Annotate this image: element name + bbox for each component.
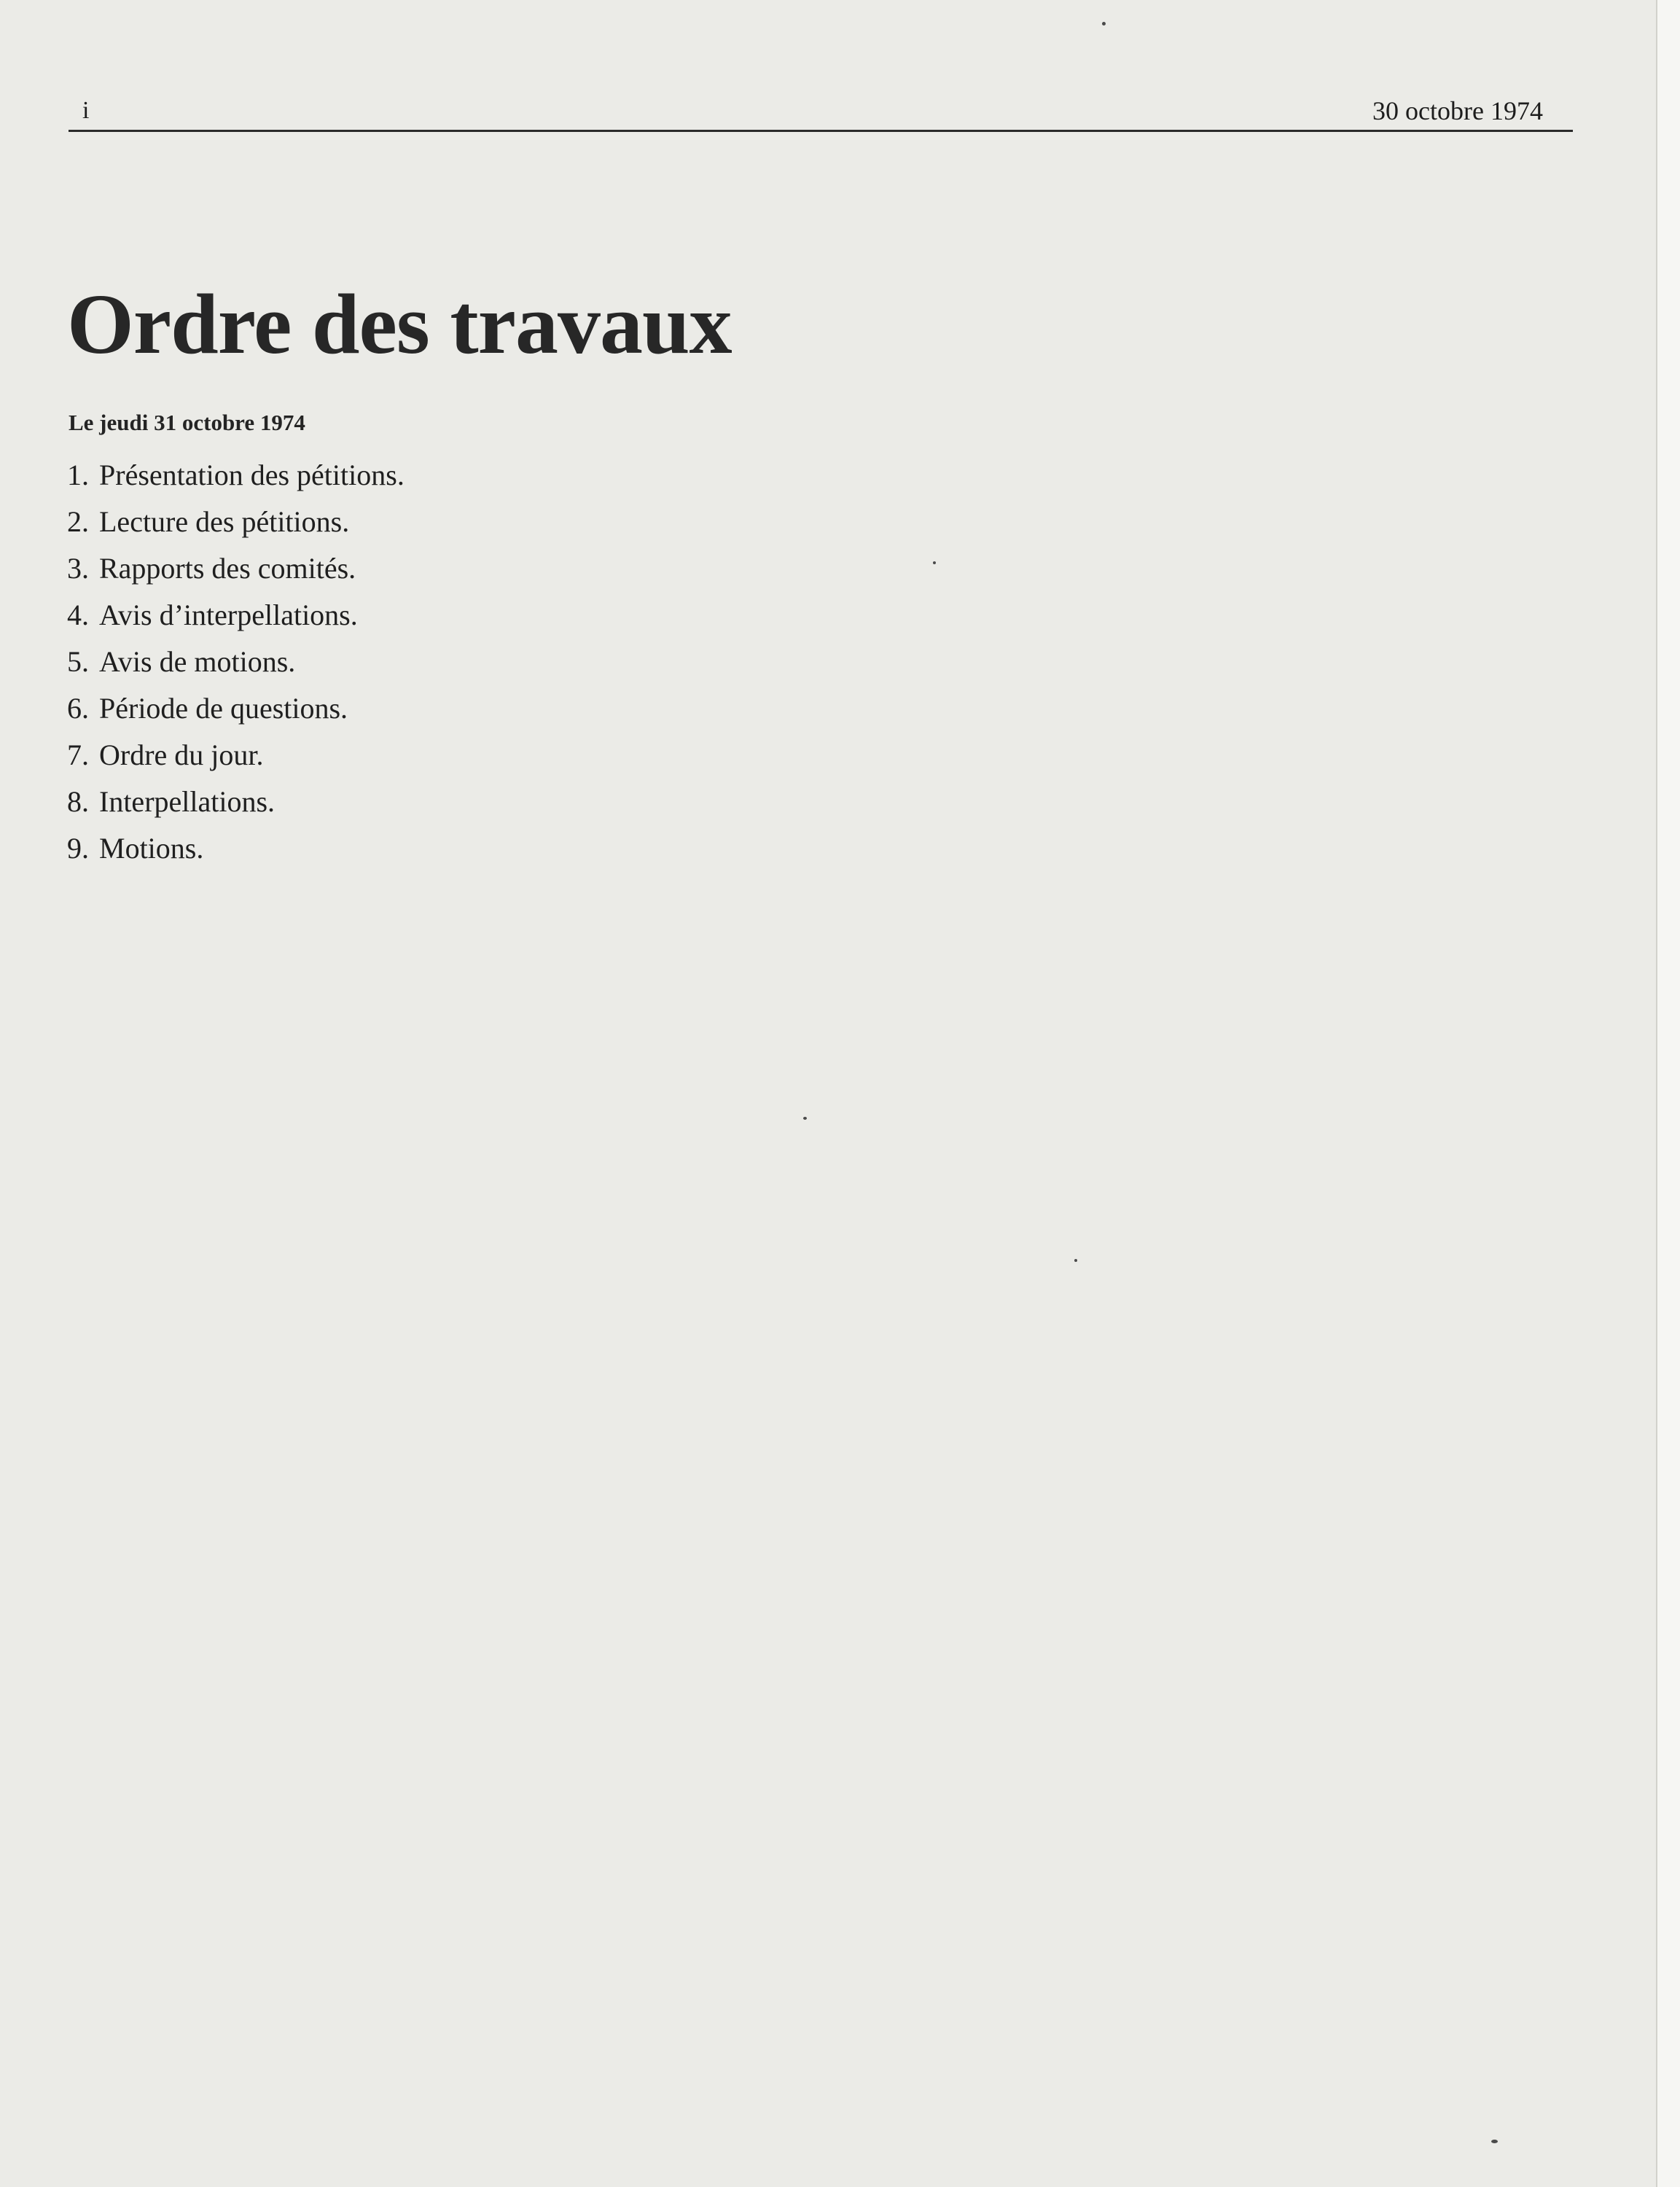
agenda-item [67, 639, 405, 685]
page-title: Ordre des travaux [67, 276, 732, 372]
agenda-item-label: Lecture des pétitions. [99, 505, 350, 538]
agenda-item [67, 592, 405, 639]
agenda-item [67, 825, 405, 872]
scan-speck [933, 561, 936, 564]
agenda-item [67, 499, 405, 545]
agenda-item-label: Avis d’interpellations. [99, 599, 358, 631]
agenda-list [67, 452, 405, 872]
scan-speck [1074, 1259, 1077, 1262]
scan-speck [1491, 2140, 1498, 2143]
agenda-item-label: Ordre du jour. [99, 738, 264, 771]
agenda-item-number: 8. [67, 785, 89, 818]
page-number: i [82, 97, 90, 124]
agenda-item [67, 685, 405, 732]
scan-speck [1102, 22, 1106, 26]
scan-speck [803, 1117, 807, 1120]
sitting-date: Le jeudi 31 octobre 1974 [69, 410, 305, 435]
agenda-item [67, 779, 405, 825]
agenda-item-number: 4. [67, 599, 89, 631]
header-rule [69, 130, 1573, 132]
agenda-item-number: 5. [67, 645, 89, 678]
header-date: 30 octobre 1974 [1372, 96, 1543, 125]
agenda-item-label: Présentation des pétitions. [99, 459, 405, 491]
agenda-item-label: Motions. [99, 832, 204, 865]
agenda-item-number: 7. [67, 738, 89, 771]
agenda-item-number: 9. [67, 832, 89, 865]
agenda-item-number: 2. [67, 505, 89, 538]
agenda-item-label: Rapports des comités. [99, 552, 356, 585]
agenda-item-label: Période de questions. [99, 692, 348, 725]
agenda-item [67, 545, 405, 592]
page-edge [1656, 0, 1680, 2187]
agenda-item [67, 452, 405, 499]
agenda-item-number: 6. [67, 692, 89, 725]
agenda-item [67, 732, 405, 779]
agenda-item-label: Interpellations. [99, 785, 276, 818]
agenda-item-number: 3. [67, 552, 89, 585]
agenda-item-number: 1. [67, 459, 89, 491]
agenda-item-label: Avis de motions. [99, 645, 296, 678]
